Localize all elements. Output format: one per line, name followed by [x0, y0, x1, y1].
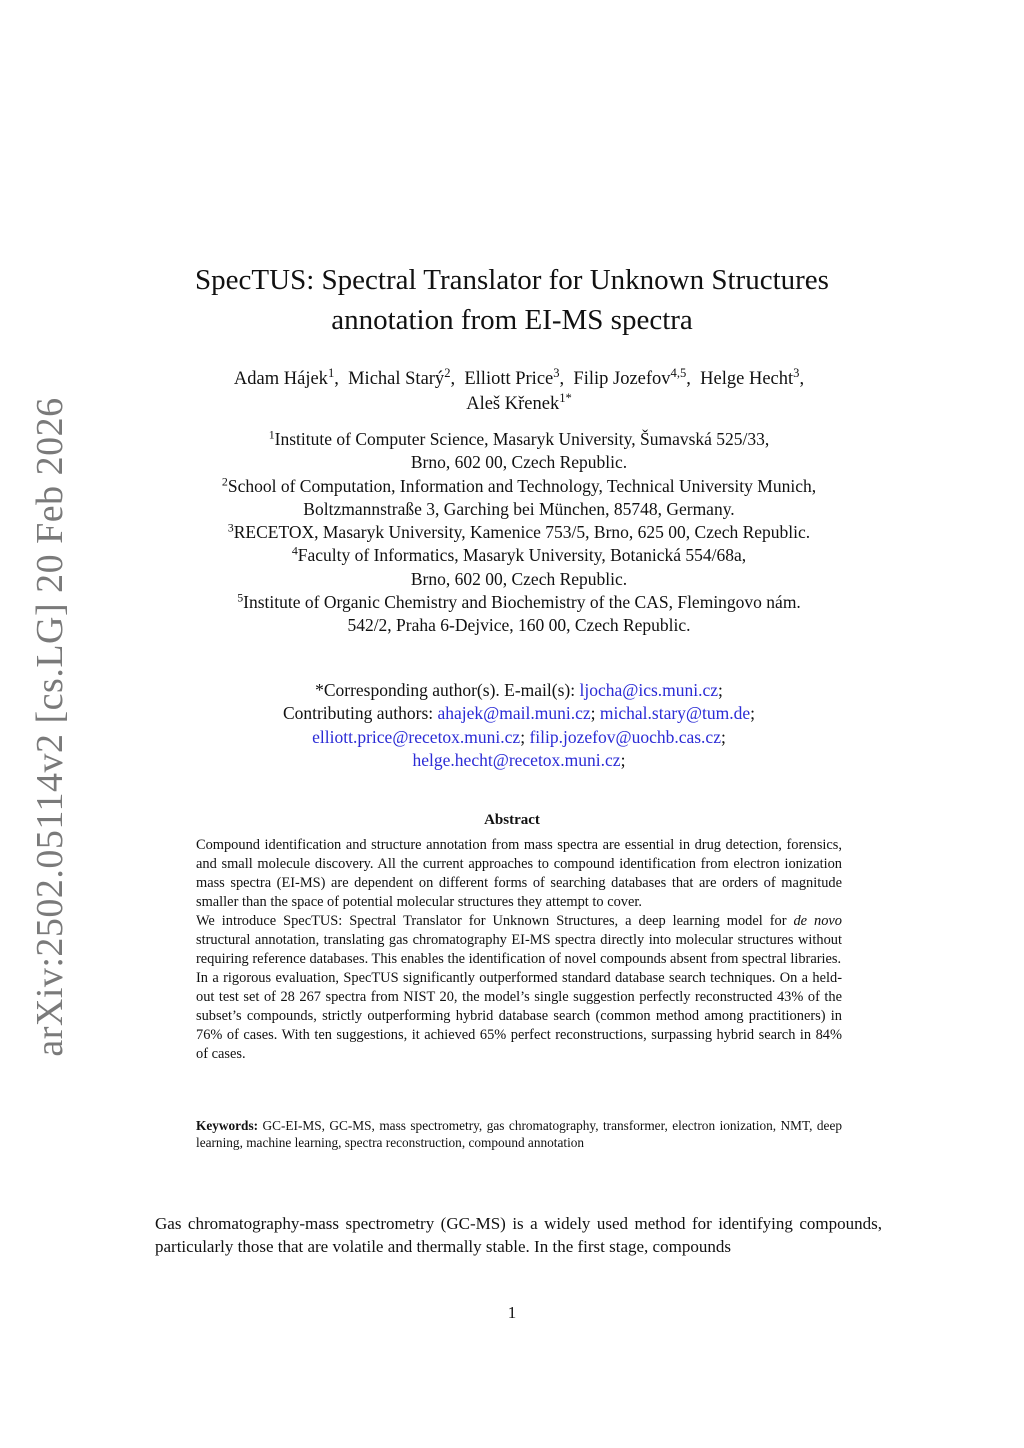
author-affil-mark: 4,5	[670, 366, 687, 381]
affiliation-line: RECETOX, Masaryk University, Kamenice 753/5, Brno, 625 00, Czech Republic.	[233, 522, 811, 543]
email-link[interactable]: ahajek@mail.muni.cz	[437, 703, 591, 724]
abstract-paragraph: In a rigorous evaluation, SpecTUS significantly outperformed standard database search techniques. On a held-out test set of 28 267 spectra from NIST 20, the model’s single suggestion perfectly reconstructed 43% of the subset’s compounds, strictly outperforming hybrid database search (common method among practitioners) in 76% of cases. With ten suggestions, it achieved 65% perfect reconstructions, surpassing hybrid search in 84% of cases.	[196, 970, 842, 1062]
keywords	[196, 1117, 842, 1151]
affiliation	[150, 428, 888, 451]
abstract-paragraph	[196, 912, 842, 969]
affiliation-mark: 2	[221, 474, 228, 489]
author-separator: ,	[334, 369, 349, 389]
keywords-text: GC-EI-MS, GC-MS, mass spectrometry, gas chromatography, transformer, electron ionization, NMT, deep learning, machine learning, spectra reconstruction, compound annotation	[196, 1118, 842, 1150]
author-name: Filip Jozefov	[573, 369, 671, 389]
affiliation-mark: 3	[227, 520, 234, 535]
email-link[interactable]: elliott.price@recetox.muni.cz	[312, 726, 521, 747]
contributing-label: Contributing authors:	[282, 703, 438, 724]
arxiv-side-stamp: arXiv:2502.05114v2 [cs.LG] 20 Feb 2026	[29, 397, 71, 1057]
affiliation-list	[150, 428, 888, 638]
abstract-paragraph: Compound identification and structure annotation from mass spectra are essential in drug detection, forensics, and small molecule discovery. All the current approaches to compound identification from electron ionization mass spectra (EI-MS) are dependent on different forms of searching databases that are orders of magnitude smaller than the space of potential molecular structures they attempt to cover.	[196, 837, 842, 910]
author-separator: ,	[559, 369, 574, 389]
author-affil-mark: 3	[793, 366, 800, 381]
email-link[interactable]: ljocha@ics.muni.cz	[579, 680, 719, 700]
author-separator: ,	[799, 369, 805, 389]
affiliation-line: Brno, 602 00, Czech Republic.	[410, 452, 628, 473]
paper-title	[0, 260, 1024, 340]
author-affil-mark: 1*	[559, 391, 572, 406]
author-name: Aleš Křenek	[466, 394, 560, 414]
abstract-italic-term: de novo	[793, 913, 843, 929]
affiliation-mark: 5	[237, 590, 244, 605]
page-number: 1	[507, 1303, 517, 1322]
body-paragraph: Gas chromatography-mass spectrometry (GC-MS) is a widely used method for identifying compounds, particularly those that are volatile and thermally stable. In the first stage, compounds	[155, 1214, 882, 1256]
author-affil-mark: 3	[553, 366, 560, 381]
email-link[interactable]: filip.jozefov@uochb.cas.cz	[529, 726, 721, 747]
affiliation	[150, 475, 888, 498]
affiliation-line: 542/2, Praha 6-Dejvice, 160 00, Czech Republic.	[347, 615, 691, 636]
author-list	[150, 367, 888, 417]
email-link[interactable]: michal.stary@tum.de	[599, 703, 751, 724]
affiliation-line: Institute of Organic Chemistry and Biochemistry of the CAS, Flemingovo nám.	[243, 592, 801, 613]
corresponding-label: *Corresponding author(s). E-mail(s):	[315, 680, 580, 700]
abstract-heading: Abstract	[484, 812, 540, 828]
author-name: Michal Starý	[348, 369, 445, 389]
affiliation-line: School of Computation, Information and Technology, Technical University Munich,	[227, 475, 817, 496]
affiliation	[150, 591, 888, 614]
author-affil-mark: 2	[444, 366, 451, 381]
author-name: Adam Hájek	[233, 369, 328, 389]
affiliation-line: Institute of Computer Science, Masaryk University, Šumavská 525/33,	[274, 429, 770, 449]
author-separator: ,	[686, 369, 701, 389]
author-name: Elliott Price	[464, 369, 554, 389]
affiliation-line: Brno, 602 00, Czech Republic.	[410, 568, 628, 589]
affiliation-mark: 4	[291, 543, 298, 558]
abstract-text: We introduce SpecTUS: Spectral Translator for Unknown Structures, a deep learning model for	[196, 913, 794, 929]
affiliation-line: Faculty of Informatics, Masaryk University, Botanická 554/68a,	[297, 545, 747, 566]
author-affil-mark: 1	[327, 366, 335, 381]
contact-block: *Corresponding author(s). E-mail(s): ljocha@ics.muni.cz; Contributing authors: ahajek@mail.muni.cz; michal.stary@tum.de; elliott.price@recetox.muni.cz; filip.jozefov@uochb.cas.cz; helge.hecht@recetox.muni.cz;	[282, 680, 756, 770]
affiliation	[150, 544, 888, 567]
affiliation-line: Boltzmannstraße 3, Garching bei München, 85748, Germany.	[303, 498, 735, 519]
title-line-2: annotation from EI-MS spectra	[331, 304, 693, 336]
abstract-body	[196, 836, 842, 1064]
affiliation	[150, 521, 888, 544]
email-link[interactable]: helge.hecht@recetox.muni.cz	[412, 749, 621, 770]
affiliation-mark: 1	[268, 427, 275, 442]
keywords-label: Keywords:	[196, 1118, 259, 1133]
author-name: Helge Hecht	[700, 369, 794, 389]
author-separator: ,	[450, 369, 465, 389]
abstract-text: structural annotation, translating gas chromatography EI-MS spectra directly into molecular structures without requiring reference databases. This enables the identification of novel compounds absent from spectral libraries.	[196, 932, 842, 967]
title-line-1: SpecTUS: Spectral Translator for Unknown Structures	[195, 264, 829, 296]
